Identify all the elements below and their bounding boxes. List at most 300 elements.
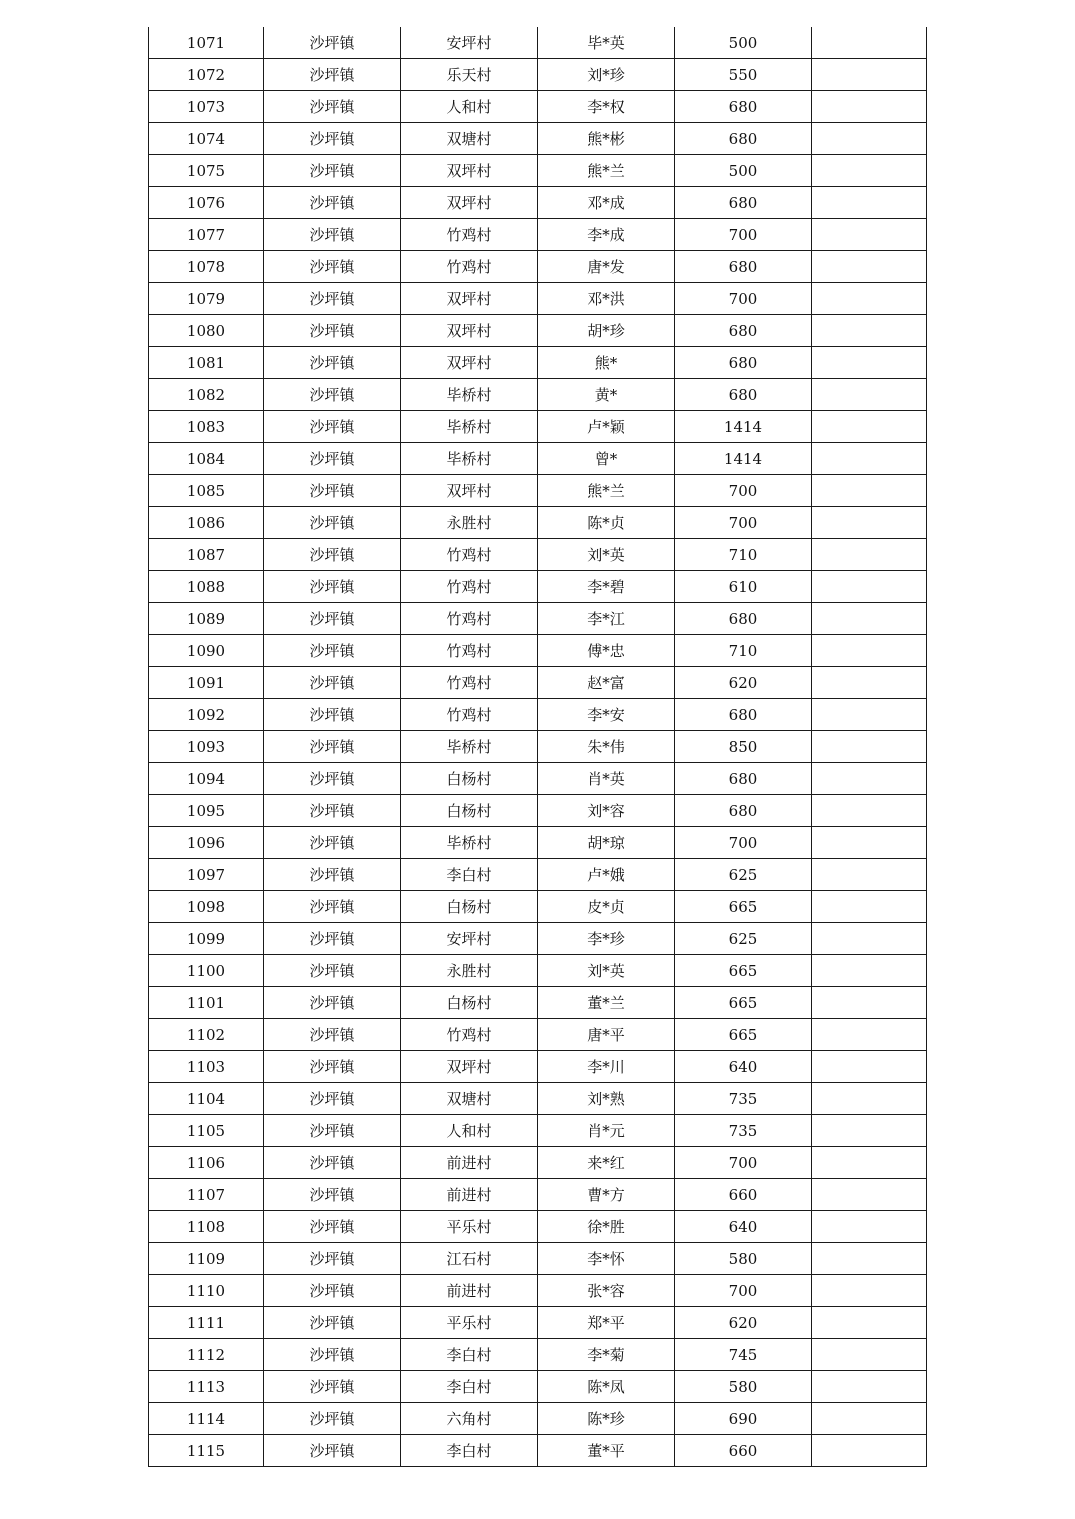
cell-number: 1095 [149, 795, 264, 827]
cell-name: 傅*忠 [538, 635, 675, 667]
cell-amount: 680 [675, 251, 812, 283]
table-row [149, 155, 927, 187]
cell-name: 胡*琼 [538, 827, 675, 859]
cell-note [812, 123, 927, 155]
cell-village: 竹鸡村 [401, 539, 538, 571]
table-row [149, 1019, 927, 1051]
cell-number: 1110 [149, 1275, 264, 1307]
cell-number: 1109 [149, 1243, 264, 1275]
cell-note [812, 443, 927, 475]
cell-number: 1077 [149, 219, 264, 251]
cell-number: 1074 [149, 123, 264, 155]
cell-amount: 680 [675, 187, 812, 219]
cell-village: 前进村 [401, 1179, 538, 1211]
cell-number: 1075 [149, 155, 264, 187]
cell-town: 沙坪镇 [264, 1307, 401, 1339]
cell-amount: 550 [675, 59, 812, 91]
cell-amount: 625 [675, 923, 812, 955]
cell-amount: 710 [675, 635, 812, 667]
cell-name: 熊*兰 [538, 475, 675, 507]
cell-note [812, 411, 927, 443]
cell-town: 沙坪镇 [264, 283, 401, 315]
cell-amount: 1414 [675, 411, 812, 443]
cell-town: 沙坪镇 [264, 27, 401, 59]
cell-number: 1073 [149, 91, 264, 123]
cell-amount: 640 [675, 1051, 812, 1083]
cell-name: 卢*娥 [538, 859, 675, 891]
cell-village: 竹鸡村 [401, 667, 538, 699]
table-row [149, 603, 927, 635]
cell-note [812, 635, 927, 667]
table-row [149, 1339, 927, 1371]
cell-name: 朱*伟 [538, 731, 675, 763]
table-row [149, 987, 927, 1019]
cell-village: 竹鸡村 [401, 571, 538, 603]
cell-town: 沙坪镇 [264, 827, 401, 859]
cell-number: 1094 [149, 763, 264, 795]
cell-amount: 735 [675, 1083, 812, 1115]
cell-village: 双坪村 [401, 1051, 538, 1083]
table-row [149, 699, 927, 731]
cell-note [812, 859, 927, 891]
cell-note [812, 1403, 927, 1435]
cell-name: 刘*容 [538, 795, 675, 827]
cell-town: 沙坪镇 [264, 1339, 401, 1371]
cell-name: 李*碧 [538, 571, 675, 603]
cell-town: 沙坪镇 [264, 603, 401, 635]
cell-amount: 700 [675, 827, 812, 859]
table-row [149, 571, 927, 603]
cell-number: 1113 [149, 1371, 264, 1403]
cell-number: 1078 [149, 251, 264, 283]
cell-number: 1081 [149, 347, 264, 379]
cell-name: 张*容 [538, 1275, 675, 1307]
table-row [149, 219, 927, 251]
cell-village: 永胜村 [401, 955, 538, 987]
cell-number: 1114 [149, 1403, 264, 1435]
cell-town: 沙坪镇 [264, 1243, 401, 1275]
cell-village: 白杨村 [401, 891, 538, 923]
cell-village: 白杨村 [401, 763, 538, 795]
cell-name: 郑*平 [538, 1307, 675, 1339]
table-row [149, 1083, 927, 1115]
table-row [149, 475, 927, 507]
cell-number: 1100 [149, 955, 264, 987]
cell-note [812, 1275, 927, 1307]
cell-town: 沙坪镇 [264, 443, 401, 475]
cell-name: 来*红 [538, 1147, 675, 1179]
cell-town: 沙坪镇 [264, 1371, 401, 1403]
cell-note [812, 187, 927, 219]
cell-amount: 580 [675, 1243, 812, 1275]
cell-number: 1096 [149, 827, 264, 859]
cell-village: 江石村 [401, 1243, 538, 1275]
table-row [149, 1147, 927, 1179]
table-row [149, 795, 927, 827]
cell-number: 1072 [149, 59, 264, 91]
cell-town: 沙坪镇 [264, 475, 401, 507]
table-row [149, 667, 927, 699]
cell-name: 陈*凤 [538, 1371, 675, 1403]
cell-name: 赵*富 [538, 667, 675, 699]
cell-village: 竹鸡村 [401, 219, 538, 251]
cell-number: 1108 [149, 1211, 264, 1243]
table-row [149, 91, 927, 123]
cell-number: 1090 [149, 635, 264, 667]
cell-town: 沙坪镇 [264, 859, 401, 891]
cell-number: 1083 [149, 411, 264, 443]
cell-amount: 680 [675, 123, 812, 155]
table-row [149, 379, 927, 411]
cell-note [812, 603, 927, 635]
cell-number: 1106 [149, 1147, 264, 1179]
cell-amount: 700 [675, 507, 812, 539]
cell-town: 沙坪镇 [264, 987, 401, 1019]
cell-village: 毕桥村 [401, 411, 538, 443]
cell-note [812, 507, 927, 539]
cell-number: 1082 [149, 379, 264, 411]
cell-note [812, 379, 927, 411]
cell-number: 1103 [149, 1051, 264, 1083]
table-row [149, 827, 927, 859]
cell-number: 1112 [149, 1339, 264, 1371]
table-row [149, 1275, 927, 1307]
cell-town: 沙坪镇 [264, 1435, 401, 1467]
cell-amount: 665 [675, 891, 812, 923]
cell-number: 1104 [149, 1083, 264, 1115]
cell-village: 双坪村 [401, 347, 538, 379]
cell-name: 陈*珍 [538, 1403, 675, 1435]
cell-amount: 680 [675, 347, 812, 379]
table-row [149, 1051, 927, 1083]
cell-amount: 745 [675, 1339, 812, 1371]
cell-number: 1080 [149, 315, 264, 347]
cell-amount: 620 [675, 1307, 812, 1339]
cell-amount: 640 [675, 1211, 812, 1243]
cell-amount: 620 [675, 667, 812, 699]
cell-note [812, 1115, 927, 1147]
cell-village: 竹鸡村 [401, 1019, 538, 1051]
cell-amount: 700 [675, 475, 812, 507]
cell-town: 沙坪镇 [264, 251, 401, 283]
table-row [149, 1307, 927, 1339]
cell-village: 双坪村 [401, 283, 538, 315]
cell-village: 前进村 [401, 1147, 538, 1179]
cell-name: 李*川 [538, 1051, 675, 1083]
cell-name: 徐*胜 [538, 1211, 675, 1243]
table-row [149, 507, 927, 539]
cell-amount: 660 [675, 1435, 812, 1467]
cell-number: 1093 [149, 731, 264, 763]
cell-town: 沙坪镇 [264, 411, 401, 443]
cell-town: 沙坪镇 [264, 1275, 401, 1307]
cell-number: 1111 [149, 1307, 264, 1339]
cell-name: 董*兰 [538, 987, 675, 1019]
cell-village: 人和村 [401, 91, 538, 123]
cell-note [812, 795, 927, 827]
cell-village: 六角村 [401, 1403, 538, 1435]
cell-note [812, 731, 927, 763]
cell-name: 卢*颖 [538, 411, 675, 443]
cell-number: 1091 [149, 667, 264, 699]
cell-note [812, 283, 927, 315]
cell-name: 李*权 [538, 91, 675, 123]
cell-note [812, 1339, 927, 1371]
cell-village: 李白村 [401, 1339, 538, 1371]
cell-amount: 610 [675, 571, 812, 603]
table-row [149, 635, 927, 667]
cell-village: 平乐村 [401, 1307, 538, 1339]
cell-town: 沙坪镇 [264, 507, 401, 539]
cell-town: 沙坪镇 [264, 59, 401, 91]
cell-note [812, 987, 927, 1019]
cell-town: 沙坪镇 [264, 1211, 401, 1243]
cell-amount: 700 [675, 1147, 812, 1179]
cell-note [812, 59, 927, 91]
cell-amount: 680 [675, 795, 812, 827]
cell-name: 熊* [538, 347, 675, 379]
cell-note [812, 1371, 927, 1403]
cell-village: 李白村 [401, 1371, 538, 1403]
cell-name: 董*平 [538, 1435, 675, 1467]
cell-name: 曹*方 [538, 1179, 675, 1211]
cell-town: 沙坪镇 [264, 347, 401, 379]
table-row [149, 187, 927, 219]
cell-note [812, 91, 927, 123]
cell-village: 竹鸡村 [401, 603, 538, 635]
cell-name: 唐*平 [538, 1019, 675, 1051]
cell-number: 1088 [149, 571, 264, 603]
cell-village: 双塘村 [401, 1083, 538, 1115]
cell-village: 乐天村 [401, 59, 538, 91]
cell-amount: 735 [675, 1115, 812, 1147]
cell-note [812, 1019, 927, 1051]
cell-town: 沙坪镇 [264, 955, 401, 987]
cell-number: 1099 [149, 923, 264, 955]
cell-note [812, 539, 927, 571]
cell-town: 沙坪镇 [264, 763, 401, 795]
cell-note [812, 1051, 927, 1083]
cell-note [812, 251, 927, 283]
cell-note [812, 1083, 927, 1115]
cell-town: 沙坪镇 [264, 699, 401, 731]
cell-name: 皮*贞 [538, 891, 675, 923]
cell-name: 刘*英 [538, 539, 675, 571]
cell-village: 竹鸡村 [401, 699, 538, 731]
cell-town: 沙坪镇 [264, 1179, 401, 1211]
table-row [149, 955, 927, 987]
cell-name: 肖*英 [538, 763, 675, 795]
cell-town: 沙坪镇 [264, 731, 401, 763]
cell-number: 1086 [149, 507, 264, 539]
table-body [149, 27, 927, 1467]
cell-number: 1097 [149, 859, 264, 891]
cell-note [812, 155, 927, 187]
cell-note [812, 1179, 927, 1211]
cell-amount: 665 [675, 955, 812, 987]
cell-village: 双坪村 [401, 155, 538, 187]
cell-note [812, 763, 927, 795]
cell-town: 沙坪镇 [264, 379, 401, 411]
cell-amount: 580 [675, 1371, 812, 1403]
cell-village: 白杨村 [401, 795, 538, 827]
cell-town: 沙坪镇 [264, 1147, 401, 1179]
table-row [149, 1403, 927, 1435]
cell-town: 沙坪镇 [264, 539, 401, 571]
cell-town: 沙坪镇 [264, 1019, 401, 1051]
cell-town: 沙坪镇 [264, 891, 401, 923]
table-row [149, 859, 927, 891]
cell-village: 人和村 [401, 1115, 538, 1147]
cell-note [812, 1147, 927, 1179]
cell-village: 竹鸡村 [401, 251, 538, 283]
cell-number: 1092 [149, 699, 264, 731]
cell-amount: 680 [675, 91, 812, 123]
table-row [149, 923, 927, 955]
table-row [149, 251, 927, 283]
cell-town: 沙坪镇 [264, 155, 401, 187]
cell-number: 1071 [149, 27, 264, 59]
cell-town: 沙坪镇 [264, 1403, 401, 1435]
cell-note [812, 827, 927, 859]
table-row [149, 1211, 927, 1243]
cell-amount: 680 [675, 699, 812, 731]
cell-town: 沙坪镇 [264, 1115, 401, 1147]
table-row [149, 1243, 927, 1275]
cell-town: 沙坪镇 [264, 187, 401, 219]
cell-town: 沙坪镇 [264, 667, 401, 699]
table-row [149, 1435, 927, 1467]
table-row [149, 539, 927, 571]
table-row [149, 1371, 927, 1403]
cell-note [812, 219, 927, 251]
table-row [149, 27, 927, 59]
cell-name: 邓*洪 [538, 283, 675, 315]
cell-amount: 850 [675, 731, 812, 763]
cell-number: 1098 [149, 891, 264, 923]
cell-number: 1076 [149, 187, 264, 219]
cell-village: 毕桥村 [401, 379, 538, 411]
cell-village: 白杨村 [401, 987, 538, 1019]
table-row [149, 731, 927, 763]
cell-amount: 690 [675, 1403, 812, 1435]
cell-village: 双坪村 [401, 187, 538, 219]
table-row [149, 123, 927, 155]
cell-village: 永胜村 [401, 507, 538, 539]
cell-note [812, 475, 927, 507]
cell-town: 沙坪镇 [264, 91, 401, 123]
cell-town: 沙坪镇 [264, 923, 401, 955]
table-row [149, 443, 927, 475]
cell-number: 1115 [149, 1435, 264, 1467]
cell-village: 前进村 [401, 1275, 538, 1307]
cell-number: 1087 [149, 539, 264, 571]
cell-name: 李*成 [538, 219, 675, 251]
cell-amount: 1414 [675, 443, 812, 475]
table-row [149, 1115, 927, 1147]
cell-name: 李*珍 [538, 923, 675, 955]
cell-village: 平乐村 [401, 1211, 538, 1243]
cell-village: 李白村 [401, 1435, 538, 1467]
table-row [149, 763, 927, 795]
table-row [149, 347, 927, 379]
table-row [149, 411, 927, 443]
table-row [149, 59, 927, 91]
cell-amount: 665 [675, 987, 812, 1019]
cell-village: 毕桥村 [401, 827, 538, 859]
cell-amount: 700 [675, 1275, 812, 1307]
cell-number: 1102 [149, 1019, 264, 1051]
cell-amount: 700 [675, 219, 812, 251]
cell-amount: 710 [675, 539, 812, 571]
cell-amount: 680 [675, 379, 812, 411]
cell-note [812, 955, 927, 987]
cell-note [812, 315, 927, 347]
cell-village: 李白村 [401, 859, 538, 891]
cell-village: 双塘村 [401, 123, 538, 155]
cell-amount: 500 [675, 155, 812, 187]
cell-name: 熊*彬 [538, 123, 675, 155]
cell-number: 1085 [149, 475, 264, 507]
cell-name: 李*菊 [538, 1339, 675, 1371]
cell-village: 安坪村 [401, 27, 538, 59]
cell-note [812, 1435, 927, 1467]
cell-town: 沙坪镇 [264, 123, 401, 155]
cell-note [812, 891, 927, 923]
cell-town: 沙坪镇 [264, 219, 401, 251]
cell-village: 双坪村 [401, 475, 538, 507]
cell-amount: 700 [675, 283, 812, 315]
table-row [149, 283, 927, 315]
cell-note [812, 667, 927, 699]
cell-number: 1107 [149, 1179, 264, 1211]
cell-town: 沙坪镇 [264, 635, 401, 667]
cell-village: 双坪村 [401, 315, 538, 347]
cell-name: 刘*英 [538, 955, 675, 987]
cell-town: 沙坪镇 [264, 795, 401, 827]
cell-note [812, 347, 927, 379]
cell-name: 刘*熟 [538, 1083, 675, 1115]
cell-village: 安坪村 [401, 923, 538, 955]
cell-number: 1079 [149, 283, 264, 315]
cell-name: 邓*成 [538, 187, 675, 219]
table-row [149, 315, 927, 347]
cell-amount: 625 [675, 859, 812, 891]
cell-amount: 680 [675, 315, 812, 347]
cell-number: 1105 [149, 1115, 264, 1147]
cell-town: 沙坪镇 [264, 315, 401, 347]
cell-amount: 660 [675, 1179, 812, 1211]
cell-name: 唐*发 [538, 251, 675, 283]
cell-name: 黄* [538, 379, 675, 411]
cell-name: 毕*英 [538, 27, 675, 59]
cell-note [812, 699, 927, 731]
cell-town: 沙坪镇 [264, 1051, 401, 1083]
cell-note [812, 27, 927, 59]
cell-name: 肖*元 [538, 1115, 675, 1147]
cell-number: 1089 [149, 603, 264, 635]
cell-number: 1084 [149, 443, 264, 475]
cell-name: 曾* [538, 443, 675, 475]
cell-name: 陈*贞 [538, 507, 675, 539]
cell-note [812, 1243, 927, 1275]
table-row [149, 891, 927, 923]
data-table [148, 27, 927, 1467]
cell-village: 竹鸡村 [401, 635, 538, 667]
table-row [149, 1179, 927, 1211]
cell-note [812, 1211, 927, 1243]
cell-amount: 665 [675, 1019, 812, 1051]
